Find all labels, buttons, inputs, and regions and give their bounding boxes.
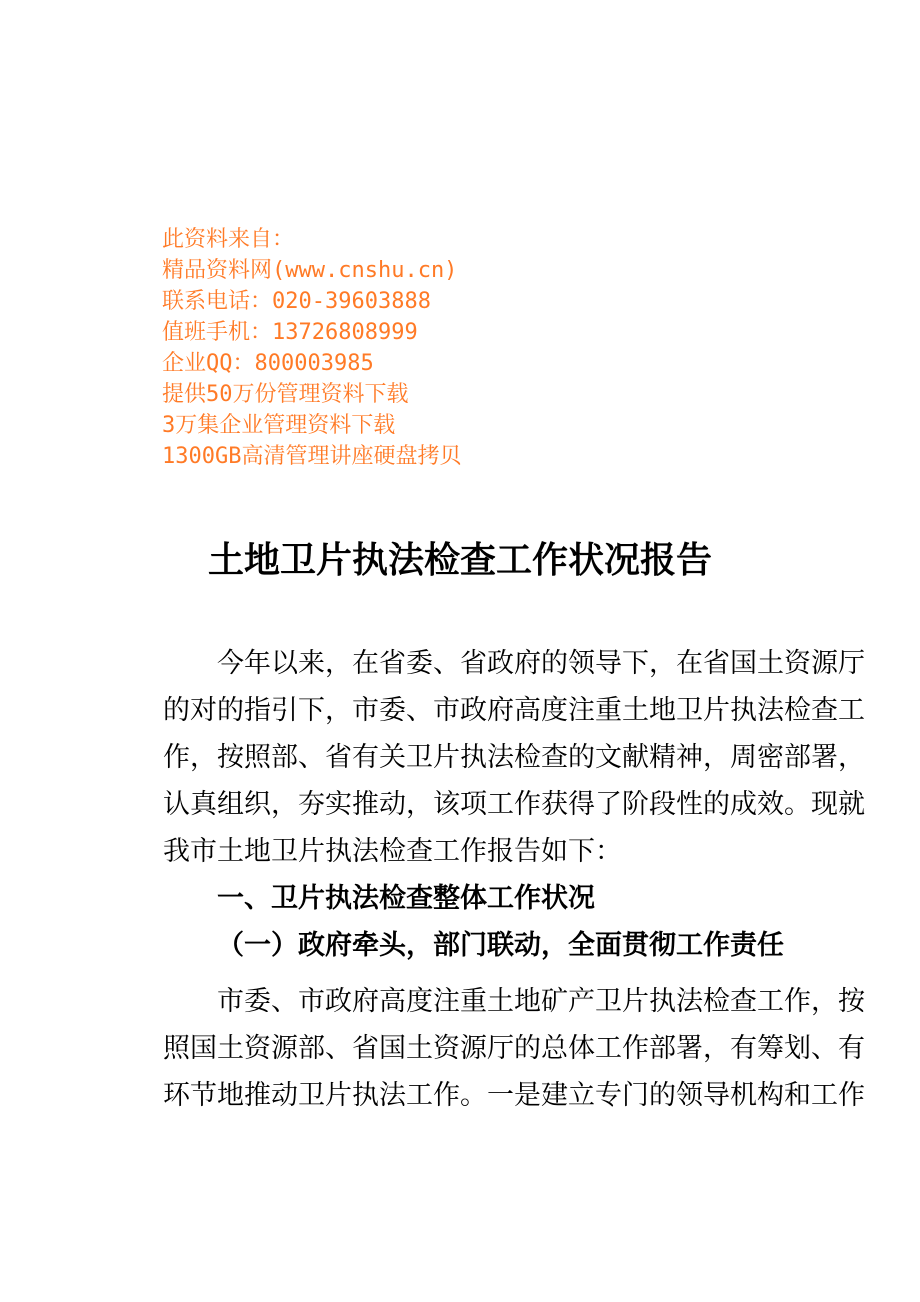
promo-block xyxy=(162,224,461,472)
promo-qq: 企业QQ：800003985 xyxy=(162,351,374,376)
promo-website: 精品资料网(www.cnshu.cn) xyxy=(162,258,458,283)
promo-source-label: 此资料来自： xyxy=(162,227,295,252)
paragraph-line: 我市土地卫片执法检查工作报告如下： xyxy=(163,836,622,866)
paragraph-intro xyxy=(163,640,865,875)
promo-phone: 联系电话：020-39603888 xyxy=(162,289,431,314)
document-title: 土地卫片执法检查工作状况报告 xyxy=(207,539,712,580)
paragraph-line: 环节地推动卫片执法工作。一是建立专门的领导机构和工作 xyxy=(163,1080,865,1110)
document-body xyxy=(163,640,865,1119)
paragraph-line: 市委、市政府高度注重土地矿产卫片执法检查工作，按 xyxy=(217,986,865,1016)
section-heading-level2: （一）政府牵头，部门联动，全面贯彻工作责任 xyxy=(217,930,784,960)
promo-offer-3: 1300GB高清管理讲座硬盘拷贝 xyxy=(162,444,462,469)
paragraph-line: 照国土资源部、省国土资源厅的总体工作部署，有筹划、有 xyxy=(163,1033,865,1063)
promo-offer-1: 提供50万份管理资料下载 xyxy=(162,382,409,407)
promo-offer-2: 3万集企业管理资料下载 xyxy=(162,413,396,438)
promo-mobile: 值班手机：13726808999 xyxy=(162,320,418,345)
paragraph-line: 的对的指引下，市委、市政府高度注重土地卫片执法检查工 xyxy=(163,695,865,725)
section-heading-level1: 一、卫片执法检查整体工作状况 xyxy=(217,883,595,913)
paragraph-line: 认真组织，夯实推动，该项工作获得了阶段性的成效。现就 xyxy=(163,789,865,819)
paragraph-line: 今年以来，在省委、省政府的领导下，在省国土资源厅 xyxy=(217,648,865,678)
paragraph-line: 作，按照部、省有关卫片执法检查的文献精神，周密部署， xyxy=(163,742,865,772)
paragraph-section-body xyxy=(163,978,865,1119)
